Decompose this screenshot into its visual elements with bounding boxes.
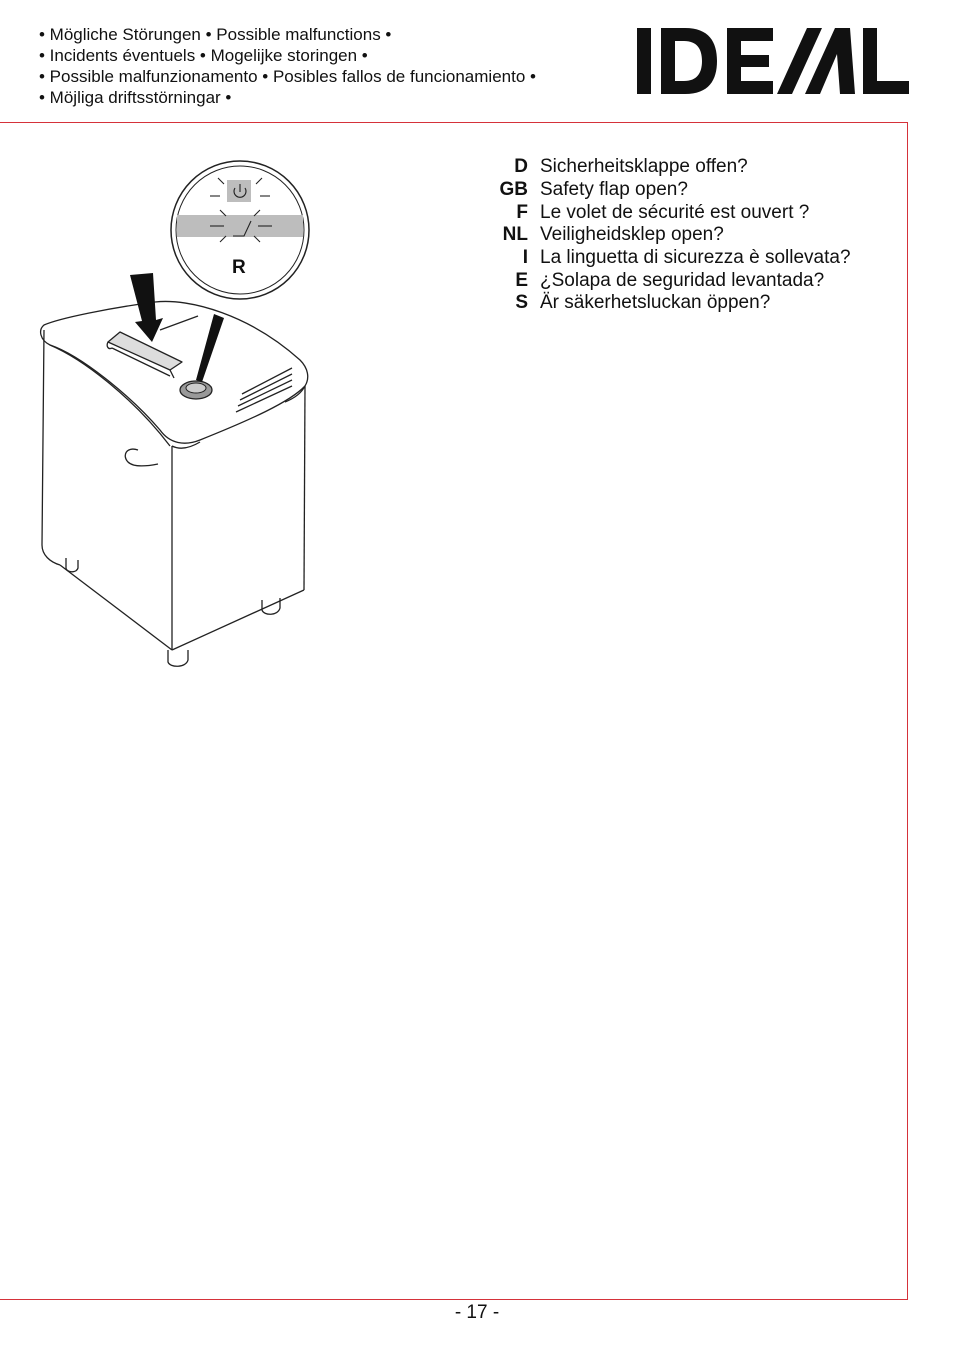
- lang-code: E: [515, 269, 528, 291]
- malfunctions-heading: [39, 24, 536, 108]
- lang-code: F: [516, 201, 528, 223]
- lang-text: Är säkerhetsluckan öppen?: [540, 292, 771, 314]
- lang-code: NL: [502, 224, 528, 246]
- lang-row-i: [482, 247, 851, 270]
- ideal-logo: [637, 26, 909, 96]
- page-number: - 17 -: [454, 1302, 500, 1323]
- lang-row-gb: [482, 179, 851, 202]
- lang-text: Sicherheitsklappe offen?: [540, 156, 748, 178]
- lang-code: I: [522, 247, 528, 269]
- lang-row-nl: [482, 224, 851, 247]
- lang-row-d: [482, 156, 851, 179]
- heading-line-3: • Possible malfunzionamento • Posibles fallos de funcionamiento •: [39, 67, 536, 86]
- lang-row-e: [482, 269, 851, 292]
- lang-code: GB: [499, 179, 528, 201]
- heading-line-1: • Mögliche Störungen • Possible malfunctions •: [39, 25, 392, 44]
- heading-line-2: • Incidents éventuels • Mogelijke storingen •: [39, 46, 368, 65]
- language-list: [482, 156, 851, 315]
- lang-text: ¿Solapa de seguridad levantada?: [540, 269, 825, 291]
- lang-text: La linguetta di sicurezza è sollevata?: [540, 247, 851, 269]
- lang-row-f: [482, 201, 851, 224]
- lang-text: Veiligheidsklep open?: [540, 224, 724, 246]
- lang-code: D: [514, 156, 528, 178]
- control-label-r: R: [232, 257, 246, 278]
- lang-text: Safety flap open?: [540, 179, 688, 201]
- lang-text: Le volet de sécurité est ouvert ?: [540, 201, 810, 223]
- heading-line-4: • Möjliga driftsstörningar •: [39, 88, 232, 107]
- shredder-illustration: [30, 150, 330, 680]
- lang-code: S: [515, 292, 528, 314]
- lang-row-s: [482, 292, 851, 315]
